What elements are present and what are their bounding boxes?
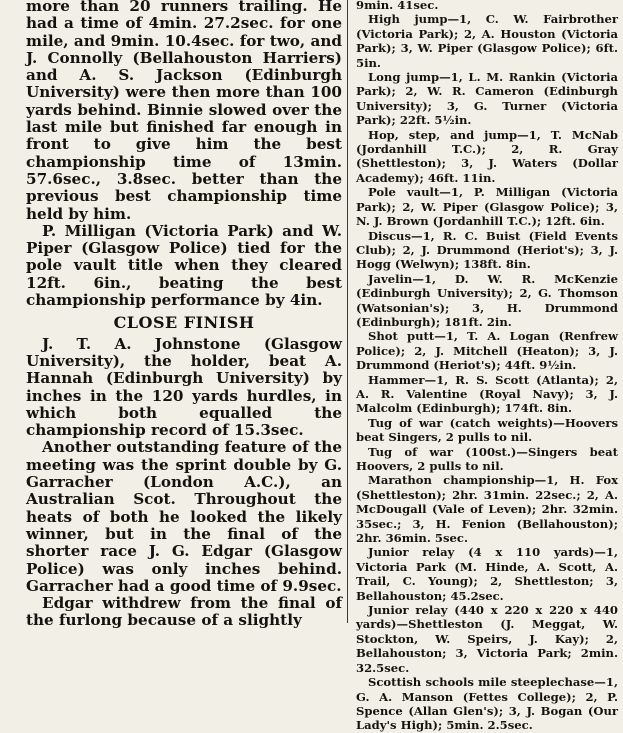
article-paragraph: more than 20 runners trailing. He had a time of 4min. 27.2sec. for one mile, and 9min. 10.4sec. for two, and J. Connolly (Bellahouston Harriers) and A. S. Jackson (Edinburgh University) were then more than 100 yards behind. Binnie slowed over the last mile but finished far enough in front to give him the best championship time of 13min. 57.6sec., 3.8sec. better than the previous best championship time held by him. xyxy=(26,0,342,223)
result-entry: High jump—1, C. W. Fairbrother (Victoria Park); 2, A. Houston (Victoria Park); 3, W. Piper (Glasgow Police); 6ft. 5in. xyxy=(356,12,618,70)
result-entry: Tug of war (100st.)—Singers beat Hoovers, 2 pulls to nil. xyxy=(356,444,618,473)
result-entry: Hop, step, and jump—1, T. McNab (Jordanhill T.C.); 2, R. Gray (Shettleston); 3, J. Waters (Dollar Academy); 46ft. 11in. xyxy=(356,127,618,185)
result-entry: Marathon championship—1, H. Fox (Shettleston); 2hr. 31min. 22sec.; 2, A. McDougall (Vale of Leven); 2hr. 32min. 35sec.; 3, H. Fenion (Bellahouston); 2hr. 36min. 5sec. xyxy=(356,473,618,546)
result-entry: Pole vault—1, P. Milligan (Victoria Park); 2, W. Piper (Glasgow Police); 3, N. J. Brown (Jordanhill T.C.); 12ft. 6in. xyxy=(356,185,618,229)
article-paragraph: Another outstanding feature of the meeting was the sprint double by G. Garracher (London A.C.), an Australian Scot. Throughout the heats of both he looked the likely winner, but in the final of the shorter race J. G. Edgar (Glasgow Police) was only inches behind. Garracher had a good time of 9.9sec. xyxy=(26,438,342,595)
result-entry: Discus—1, R. C. Buist (Field Events Club); 2, J. Drummond (Heriot's); 3, J. Hogg (Welwyn); 138ft. 8in. xyxy=(356,228,618,272)
article-paragraph: P. Milligan (Victoria Park) and W. Piper (Glasgow Police) tied for the pole vault title when they cleared 12ft. 6in., beating the best championship performance by 4in. xyxy=(26,221,342,310)
article-paragraph: J. T. A. Johnstone (Glasgow University), the holder, beat A. Hannah (Edinburgh University) by inches in the 120 yards hurdles, in which both equalled the championship record of 15.3sec. xyxy=(26,334,342,440)
section-heading: CLOSE FINISH xyxy=(113,313,255,333)
column-divider xyxy=(347,0,348,623)
result-entry: Scottish schools mile steeplechase—1, G. A. Manson (Fettes College); 2, P. Spence (Allan Glen's); 3, J. Bogan (Our Lady's High); 5min. 2.5sec. xyxy=(356,675,618,733)
article-paragraph: Edgar withdrew from the final of the furlong because of a slightly xyxy=(26,594,342,630)
left-column xyxy=(26,0,342,630)
result-entry: Junior relay (4 x 110 yards)—1, Victoria Park (M. Hinde, A. Scott, A. Trail, C. Young); 2, Shettleston; 3, Bellahouston; 45.2sec. xyxy=(356,545,618,603)
result-entry: Shot putt—1, T. A. Logan (Renfrew Police); 2, J. Mitchell (Heaton); 3, J. Drummond (Heriot's); 44ft. 9½in. xyxy=(356,329,618,373)
result-entry: Hammer—1, R. S. Scott (Atlanta); 2, A. R. Valentine (Royal Navy); 3, J. Malcolm (Edinburgh); 174ft. 8in. xyxy=(356,372,618,416)
result-entry: Tug of war (catch weights)—Hoovers beat Singers, 2 pulls to nil. xyxy=(356,415,618,445)
result-line: 9min. 41sec. xyxy=(356,0,439,12)
right-column xyxy=(356,0,618,733)
result-entry: Long jump—1, L. M. Rankin (Victoria Park); 2, W. R. Cameron (Edinburgh University); 3, G. Turner (Victoria Park); 22ft. 5½in. xyxy=(356,70,618,128)
result-entry: Javelin—1, D. W. R. McKenzie (Edinburgh University); 2, G. Thomson (Watsonian's); 3, H. Drummond (Edinburgh); 181ft. 2in. xyxy=(356,271,618,329)
result-entry: Junior relay (440 x 220 x 220 x 440 yards)—Shettleston (J. Meggat, W. Stockton, W. Speirs, J. Kay); 2, Bellahouston; 3, Victoria Park; 2min. 32.5sec. xyxy=(356,603,618,675)
